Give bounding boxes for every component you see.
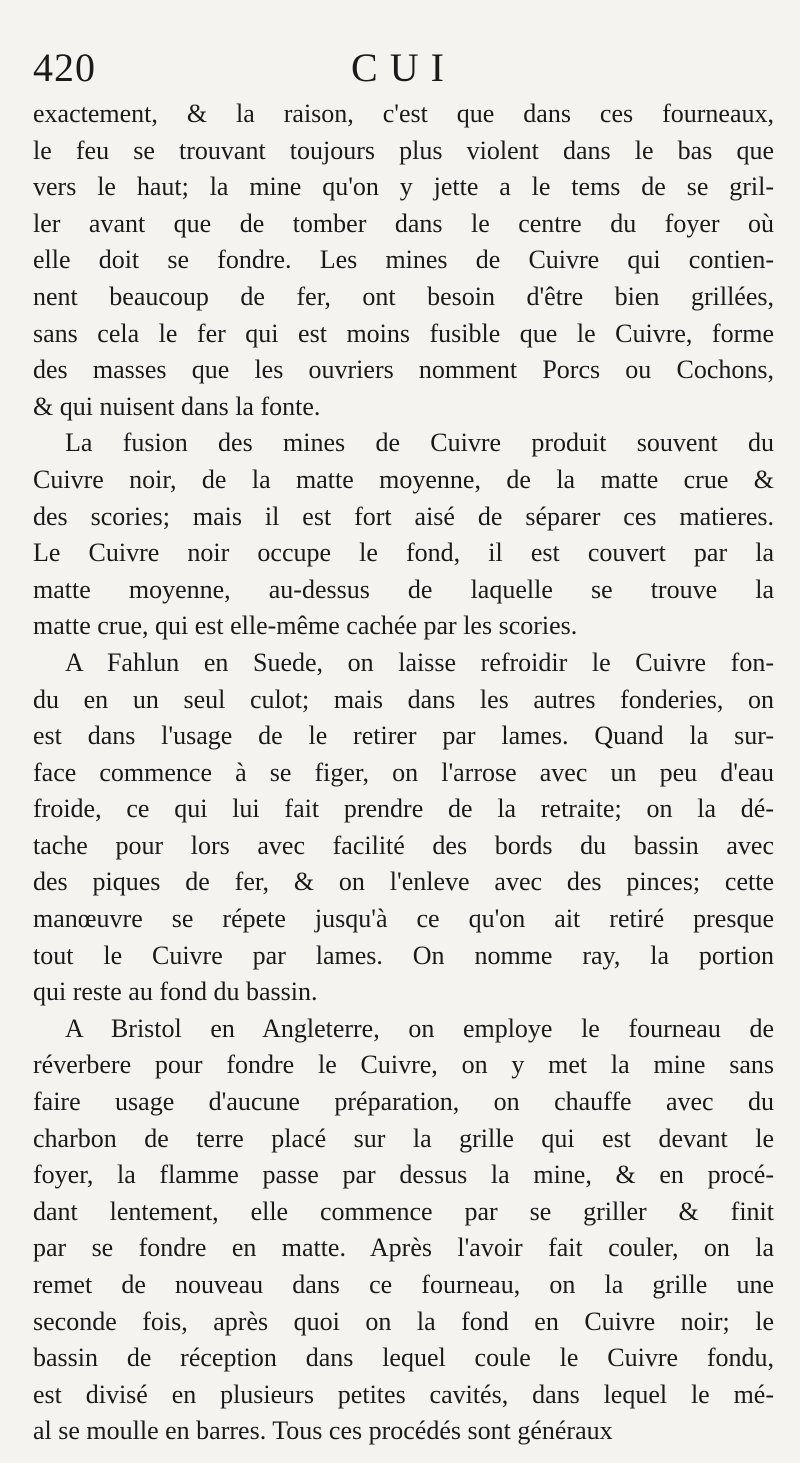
text-line: Cuivre noir, de la matte moyenne, de la matte crue & xyxy=(33,464,774,494)
text-line: des scories; mais il est fort aisé de séparer ces matieres. xyxy=(33,501,774,531)
text-line: al se moulle en barres. Tous ces procédés sont généraux xyxy=(33,1416,613,1446)
running-title: CUI xyxy=(351,45,456,90)
text-line: du en un seul culot; mais dans les autres fonderies, on xyxy=(33,684,774,714)
text-body xyxy=(33,96,774,1450)
text-line: dant lentement, elle commence par se griller & finit xyxy=(33,1196,774,1226)
text-line: A Fahlun en Suede, on laisse refroidir le Cuivre fon- xyxy=(65,647,774,677)
text-line: ler avant que de tomber dans le centre du foyer où xyxy=(33,208,774,238)
text-line: Le Cuivre noir occupe le fond, il est couvert par la xyxy=(33,538,774,568)
text-line: le feu se trouvant toujours plus violent dans le bas que xyxy=(33,135,774,165)
text-line: manœuvre se répete jusqu'à ce qu'on ait retiré presque xyxy=(33,904,774,934)
text-line: remet de nouveau dans ce fourneau, on la grille une xyxy=(33,1270,774,1299)
text-line: A Bristol en Angleterre, on employe le fourneau de xyxy=(65,1013,774,1043)
text-line: faire usage d'aucune préparation, on chauffe avec du xyxy=(33,1087,774,1117)
text-line: elle doit se fondre. Les mines de Cuivre qui contien- xyxy=(33,245,774,275)
text-line: foyer, la flamme passe par dessus la mine, & en procé- xyxy=(33,1160,774,1190)
paragraph xyxy=(33,645,774,1011)
text-line: charbon de terre placé sur la grille qui est devant le xyxy=(33,1123,774,1153)
text-line: réverbere pour fondre le Cuivre, on y met la mine sans xyxy=(33,1050,774,1080)
text-line: exactement, & la raison, c'est que dans ces fourneaux, xyxy=(33,99,774,128)
text-line: seconde fois, après quoi on la fond en Cuivre noir; le xyxy=(33,1306,774,1336)
text-line: froide, ce qui lui fait prendre de la retraite; on la dé- xyxy=(33,794,774,824)
text-line: est divisé en plusieurs petites cavités, dans lequel le mé- xyxy=(33,1379,774,1409)
text-line: face commence à se figer, on l'arrose avec un peu d'eau xyxy=(33,757,774,787)
text-line: vers le haut; la mine qu'on y jette a le tems de se gril- xyxy=(33,172,774,202)
text-line: & qui nuisent dans la fonte. xyxy=(33,391,321,421)
text-line: des piques de fer, & on l'enleve avec des pinces; cette xyxy=(33,867,774,897)
text-line: nent beaucoup de fer, ont besoin d'être bien grillées, xyxy=(33,281,774,311)
text-line: tout le Cuivre par lames. On nomme ray, la portion xyxy=(33,940,774,970)
text-line: La fusion des mines de Cuivre produit souvent du xyxy=(65,428,774,458)
text-line: tache pour lors avec facilité des bords du bassin avec xyxy=(33,830,774,860)
text-line: est dans l'usage de le retirer par lames. Quand la sur- xyxy=(33,721,774,751)
running-head xyxy=(33,44,774,96)
page-number: 420 xyxy=(33,45,96,90)
text-line: qui reste au fond du bassin. xyxy=(33,977,318,1007)
text-line: matte moyenne, au-dessus de laquelle se trouve la xyxy=(33,574,774,604)
text-line: matte crue, qui est elle-même cachée par les scories. xyxy=(33,611,578,641)
paragraph xyxy=(33,425,774,645)
paragraph xyxy=(33,96,774,425)
paragraph xyxy=(33,1011,774,1450)
text-line: des masses que les ouvriers nomment Porcs ou Cochons, xyxy=(33,355,774,385)
text-line: sans cela le fer qui est moins fusible que le Cuivre, forme xyxy=(33,318,774,348)
text-line: bassin de réception dans lequel coule le Cuivre fondu, xyxy=(33,1343,774,1373)
text-line: par se fondre en matte. Après l'avoir fait couler, on la xyxy=(33,1233,774,1263)
